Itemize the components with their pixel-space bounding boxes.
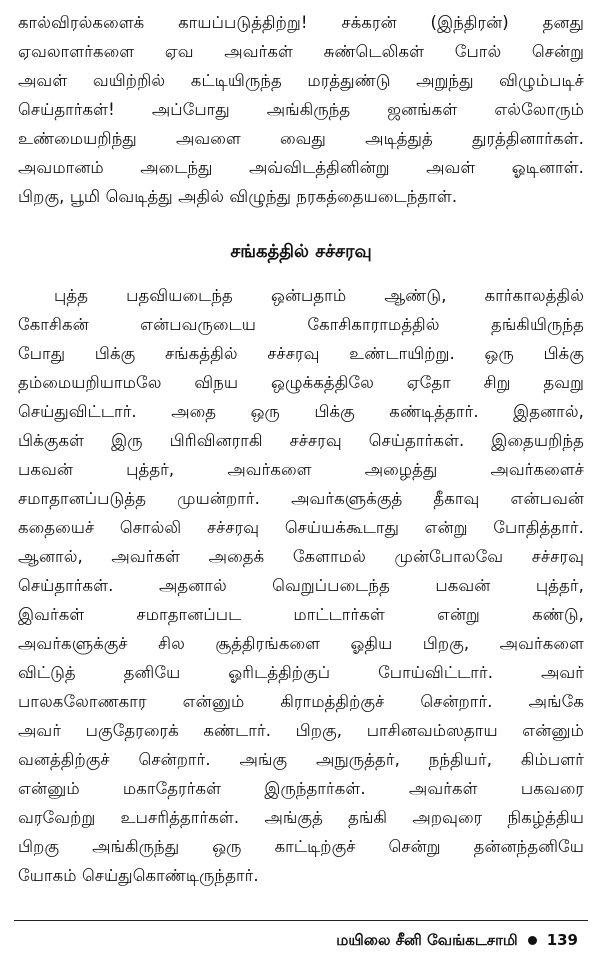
text-line: பிறகு, பூமி வெடித்து அதில் விழுந்து நரகத்தையடைந்தாள்.: [18, 187, 458, 206]
section-heading: சங்கத்தில் சச்சரவு: [230, 241, 372, 262]
text-line: இவர்கள் சமாதானப்பட மாட்டார்கள் என்று கண்டு,: [18, 605, 584, 624]
text-line: உண்மையறிந்து அவளை வைது அடித்துத் துரத்தினார்கள்.: [18, 129, 584, 148]
text-line: அவர் பகுதேரரைக் கண்டார். பிறகு, பாசினவம்ஸதாய என்னும்: [18, 721, 584, 740]
footer-divider: [14, 920, 588, 921]
text-line: தம்மையறியாமலே விநய ஒழுக்கத்திலே ஏதோ சிறு தவறு: [18, 373, 584, 392]
text-line: யோகம் செய்துகொண்டிருந்தார்.: [18, 866, 259, 885]
text-line: அவமானம் அடைந்து அவ்விடத்தினின்று அவள் ஓடினாள்.: [18, 158, 584, 177]
page-body: [18, 8, 584, 890]
page-footer: [336, 928, 578, 952]
text-line: ஏவலாளர்களை ஏவ அவர்கள் சுண்டெலிகள் போல் சென்று: [18, 42, 584, 61]
text-line: கால்விரல்களைக் காயப்படுத்திற்று! சக்கரன் (இந்திரன்) தனது: [18, 13, 584, 32]
text-line: புத்த பதவியடைந்த ஒன்பதாம் ஆண்டு, கார்காலத்தில்: [54, 286, 584, 305]
text-line: செய்தார்கள்! அப்போது அங்கிருந்த ஜனங்கள் எல்லோரும்: [18, 100, 584, 119]
text-line: செய்துவிட்டார். அதை ஒரு பிக்கு கண்டித்தார். இதனால்,: [18, 402, 584, 421]
text-line: வனத்திற்குச் சென்றார். அங்கு அநுருத்தர், நந்தியர், கிம்பளர்: [18, 750, 584, 769]
text-line: என்னும் மகாதேரர்கள் இருந்தார்கள். அவர்கள் பகவரை: [18, 779, 584, 798]
footer-author: மயிலை சீனி வேங்கடசாமி: [336, 931, 518, 949]
page-number: 139: [546, 931, 578, 949]
text-line: பிக்குகள் இரு பிரிவினராகி சச்சரவு செய்தார்கள். இதையறிந்த: [18, 431, 584, 450]
text-line: செய்தார்கள். அதனால் வெறுப்படைந்த பகவன் புத்தர்,: [18, 576, 584, 595]
text-line: கதையைச் சொல்லி சச்சரவு செய்யக்கூடாது என்று போதித்தார்.: [18, 518, 584, 537]
text-line: போது பிக்கு சங்கத்தில் சச்சரவு உண்டாயிற்று. ஒரு பிக்கு: [18, 344, 584, 363]
text-line: அவள் வயிற்றில் கட்டியிருந்த மரத்துண்டு அறுந்து விழும்படிச்: [18, 71, 584, 90]
text-line: விட்டுத் தனியே ஓரிடத்திற்குப் போய்விட்டார். அவர்: [18, 663, 584, 682]
paragraph-section: [18, 281, 584, 890]
text-line: பாலகலோணகார என்னும் கிராமத்திற்குச் சென்றார். அங்கே: [18, 692, 584, 711]
text-line: வரவேற்று உபசரித்தார்கள். அங்குத் தங்கி அறவுரை நிகழ்த்திய: [18, 808, 584, 827]
text-line: சமாதானப்படுத்த முயன்றார். அவர்களுக்குத் தீகாவு என்பவன்: [18, 489, 584, 508]
bullet-icon: [528, 936, 537, 945]
text-line: பகவன் புத்தர், அவர்களை அழைத்து அவர்களைச்: [18, 460, 584, 479]
paragraph-continuation: [18, 8, 584, 211]
text-line: கோசிகன் என்பவருடைய கோசிகாராமத்தில் தங்கியிருந்த: [18, 315, 584, 334]
text-line: பிறகு அங்கிருந்து ஒரு காட்டிற்குச் சென்று தன்னந்தனியே: [18, 837, 584, 856]
text-line: அவர்களுக்குச் சில சூத்திரங்களை ஓதிய பிறகு, அவர்களை: [18, 634, 584, 653]
text-line: ஆனால், அவர்கள் அதைக் கேளாமல் முன்போலவே சச்சரவு: [18, 547, 584, 566]
